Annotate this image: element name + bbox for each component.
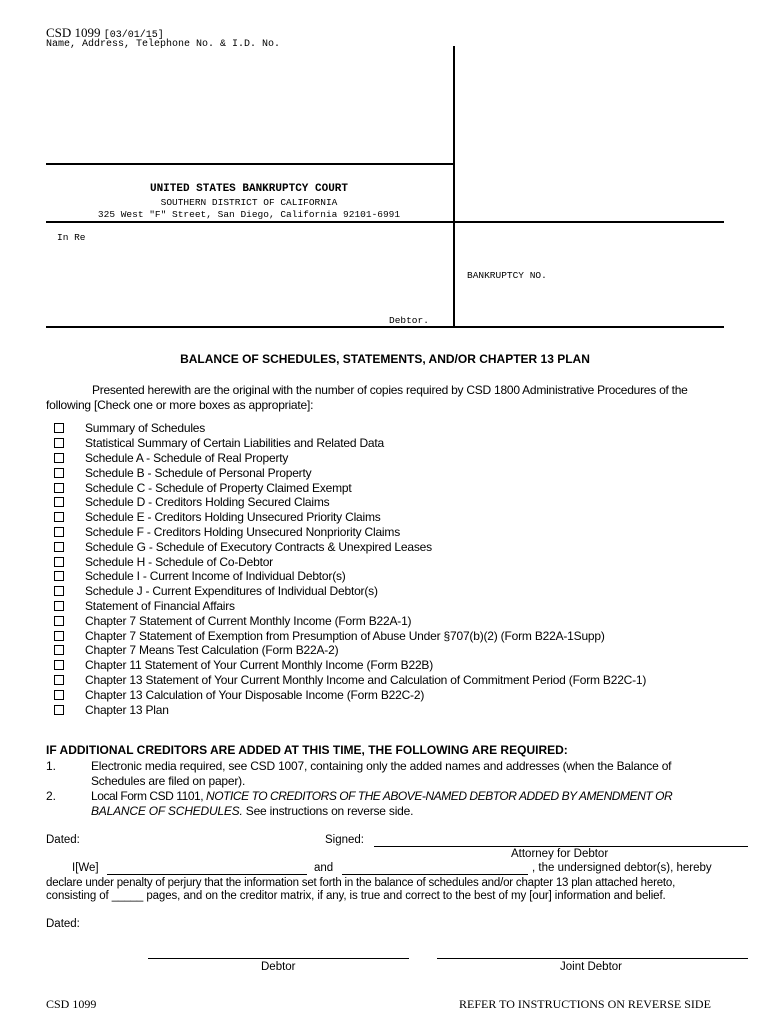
undersigned-text: , the undersigned debtor(s), hereby — [532, 862, 712, 874]
checklist-item-label: Chapter 13 Plan — [85, 702, 169, 717]
checklist-item — [54, 643, 646, 658]
checkbox[interactable] — [54, 512, 64, 522]
checklist-item-label: Chapter 7 Statement of Current Monthly Income (Form B22A-1) — [85, 613, 412, 628]
checklist-item — [54, 480, 646, 495]
bankruptcy-no-label: BANKRUPTCY NO. — [467, 270, 547, 281]
requirement-2-notice-title: NOTICE TO CREDITORS OF THE ABOVE-NAMED DEBTOR ADDED BY AMENDMENT OR — [206, 789, 673, 803]
dated-label-2: Dated: — [46, 918, 80, 930]
checkbox[interactable] — [54, 705, 64, 715]
caption-vertical-rule — [453, 46, 455, 327]
checklist-item — [54, 465, 646, 480]
checklist-item — [54, 584, 646, 599]
checkbox[interactable] — [54, 453, 64, 463]
checkbox[interactable] — [54, 616, 64, 626]
checkbox[interactable] — [54, 468, 64, 478]
dated-label: Dated: — [46, 834, 80, 846]
court-district: SOUTHERN DISTRICT OF CALIFORNIA — [160, 197, 338, 208]
checklist-item-label: Schedule D - Creditors Holding Secured Claims — [85, 495, 330, 510]
checklist-item — [54, 539, 646, 554]
joint-debtor-signature-label: Joint Debtor — [560, 961, 623, 973]
checklist-item-label: Chapter 13 Calculation of Your Disposable Income (Form B22C-2) — [85, 687, 425, 702]
checklist-item — [54, 613, 646, 628]
document-checklist — [54, 421, 646, 717]
caption-rule-bottom — [46, 326, 724, 328]
checklist-item-label: Statistical Summary of Certain Liabilities and Related Data — [85, 436, 385, 451]
checkbox[interactable] — [54, 660, 64, 670]
requirement-1-line-2: Schedules are filed on paper). — [91, 774, 246, 788]
requirement-2-line-1 — [91, 789, 672, 803]
checklist-item-label: Summary of Schedules — [85, 421, 206, 436]
checkbox[interactable] — [54, 601, 64, 611]
requirement-2-suffix: See instructions on reverse side. — [242, 804, 414, 818]
checklist-item — [54, 569, 646, 584]
checkbox[interactable] — [54, 527, 64, 537]
debtor-name-line[interactable] — [107, 874, 307, 875]
requirement-1-line-1: Electronic media required, see CSD 1007, containing only the added names and addresses (when the Balance of — [91, 759, 672, 773]
checkbox[interactable] — [54, 483, 64, 493]
footer-form-code: CSD 1099 — [46, 997, 97, 1011]
attorney-for-debtor-label: Attorney for Debtor — [511, 848, 609, 860]
checkbox[interactable] — [54, 542, 64, 552]
checklist-item — [54, 554, 646, 569]
checkbox[interactable] — [54, 586, 64, 596]
checklist-item-label: Schedule J - Current Expenditures of Individual Debtor(s) — [85, 584, 378, 599]
checklist-item — [54, 687, 646, 702]
caption-rule-middle — [46, 221, 724, 223]
checkbox[interactable] — [54, 690, 64, 700]
requirements-heading: IF ADDITIONAL CREDITORS ARE ADDED AT THIS TIME, THE FOLLOWING ARE REQUIRED: — [46, 743, 568, 757]
intro-line-1: Presented herewith are the original with the number of copies required by CSD 1800 Administrative Procedures of the — [92, 383, 688, 397]
checklist-item-label: Chapter 13 Statement of Your Current Monthly Income and Calculation of Commitment Period (Form B22C-1) — [85, 672, 647, 687]
checkbox[interactable] — [54, 438, 64, 448]
checklist-item-label: Chapter 7 Means Test Calculation (Form B22A-2) — [85, 643, 339, 658]
joint-debtor-signature-line[interactable] — [437, 958, 748, 959]
requirement-2-prefix: Local Form CSD 1101, — [91, 789, 207, 803]
checklist-item — [54, 673, 646, 688]
checklist-item-label: Schedule I - Current Income of Individual Debtor(s) — [85, 569, 346, 584]
checklist-item-label: Schedule E - Creditors Holding Unsecured Priority Claims — [85, 510, 381, 525]
checklist-item — [54, 599, 646, 614]
court-address: 325 West "F" Street, San Diego, California 92101-6991 — [97, 209, 401, 220]
checkbox[interactable] — [54, 497, 64, 507]
requirement-2-notice-title-cont: BALANCE OF SCHEDULES. — [91, 804, 243, 818]
footer-instructions: REFER TO INSTRUCTIONS ON REVERSE SIDE — [459, 997, 711, 1011]
checklist-item-label: Schedule B - Schedule of Personal Property — [85, 465, 312, 480]
checklist-item-label: Schedule G - Schedule of Executory Contracts & Unexpired Leases — [85, 539, 432, 554]
checklist-item-label: Schedule C - Schedule of Property Claimed Exempt — [85, 480, 352, 495]
consisting-line — [46, 890, 666, 902]
debtor-caption-label: Debtor. — [389, 315, 429, 326]
caption-rule-top — [46, 163, 454, 165]
court-title: UNITED STATES BANKRUPTCY COURT — [149, 183, 349, 195]
and-label: and — [314, 862, 334, 874]
checklist-item — [54, 510, 646, 525]
joint-debtor-name-line[interactable] — [342, 874, 528, 875]
page-count-blank[interactable]: _____ — [111, 890, 144, 902]
checkbox[interactable] — [54, 675, 64, 685]
consisting-suffix: pages, and on the creditor matrix, if any, is true and correct to the best of my [our] information and belief. — [143, 890, 666, 902]
checkbox[interactable] — [54, 645, 64, 655]
name-address-label: Name, Address, Telephone No. & I.D. No. — [46, 39, 281, 50]
checklist-item-label: Chapter 7 Statement of Exemption from Presumption of Abuse Under §707(b)(2) (Form B22A-1Supp) — [85, 628, 605, 643]
checklist-item-label: Schedule F - Creditors Holding Unsecured Nonpriority Claims — [85, 524, 400, 539]
checklist-item — [54, 658, 646, 673]
checkbox[interactable] — [54, 631, 64, 641]
checklist-item — [54, 421, 646, 436]
i-we-label: I[We] — [72, 862, 99, 874]
form-title: BALANCE OF SCHEDULES, STATEMENTS, AND/OR CHAPTER 13 PLAN — [180, 352, 590, 366]
debtor-signature-line[interactable] — [148, 958, 409, 959]
checklist-item — [54, 451, 646, 466]
checklist-item — [54, 628, 646, 643]
declaration-line: declare under penalty of perjury that the information set forth in the balance of schedules and/or chapter 13 plan attached hereto, — [46, 877, 676, 889]
requirement-1-number: 1. — [46, 759, 57, 773]
checklist-item-label: Chapter 11 Statement of Your Current Monthly Income (Form B22B) — [85, 658, 434, 673]
checklist-item-label: Schedule A - Schedule of Real Property — [85, 450, 289, 465]
form-code: CSD 1099 — [46, 25, 101, 40]
checklist-item-label: Statement of Financial Affairs — [85, 598, 235, 613]
consisting-prefix: consisting of — [46, 890, 112, 902]
requirement-2-line-2 — [91, 804, 413, 818]
in-re-label: In Re — [57, 232, 86, 243]
intro-line-2: following [Check one or more boxes as appropriate]: — [46, 398, 314, 412]
requirement-2-number: 2. — [46, 789, 57, 803]
form-revision-date: [03/01/15] — [103, 30, 164, 41]
checklist-item — [54, 702, 646, 717]
checklist-item — [54, 436, 646, 451]
checklist-item — [54, 495, 646, 510]
checkbox[interactable] — [54, 423, 64, 433]
checkbox[interactable] — [54, 557, 64, 567]
checklist-item-label: Schedule H - Schedule of Co-Debtor — [85, 554, 273, 569]
attorney-signature-line[interactable] — [374, 846, 748, 847]
checklist-item — [54, 525, 646, 540]
debtor-signature-label: Debtor — [261, 961, 296, 973]
signed-label: Signed: — [325, 834, 365, 846]
checkbox[interactable] — [54, 571, 64, 581]
